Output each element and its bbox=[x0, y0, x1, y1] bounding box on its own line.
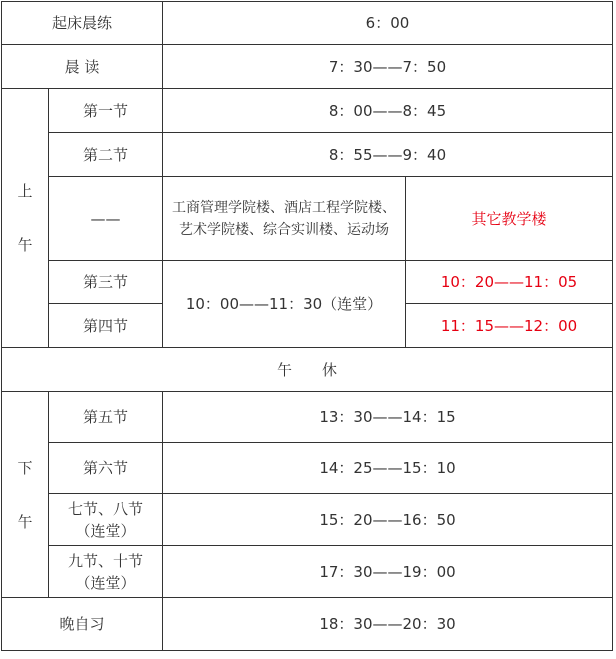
morning-exercise-label: 起床晨练 bbox=[2, 2, 163, 45]
row-period-910 bbox=[2, 546, 613, 598]
morning-exercise-time: 6：00 bbox=[163, 2, 613, 45]
period-78-time: 15：20——16：50 bbox=[163, 494, 613, 546]
row-noon-break bbox=[2, 348, 613, 392]
period-2-time: 8：55——9：40 bbox=[163, 133, 613, 177]
evening-study-time: 18：30——20：30 bbox=[163, 598, 613, 651]
row-period-6 bbox=[2, 443, 613, 494]
period-3-label: 第三节 bbox=[49, 261, 163, 304]
period-1-time: 8：00——8：45 bbox=[163, 89, 613, 133]
pm-group-char-2: 午 bbox=[17, 512, 33, 531]
pm-group-char-1: 下 bbox=[17, 458, 33, 477]
row-period-1 bbox=[2, 89, 613, 133]
buildings-group-a: 工商管理学院楼、酒店工程学院楼、艺术学院楼、综合实训楼、运动场 bbox=[163, 177, 406, 261]
row-morning-reading bbox=[2, 45, 613, 89]
period-4-label: 第四节 bbox=[49, 304, 163, 348]
row-morning-exercise bbox=[2, 2, 613, 45]
period-5-label: 第五节 bbox=[49, 392, 163, 443]
period-4-time-group-b: 11：15——12：00 bbox=[406, 304, 613, 348]
morning-reading-label: 晨 读 bbox=[2, 45, 163, 89]
row-period-5 bbox=[2, 392, 613, 443]
row-split-header bbox=[2, 177, 613, 261]
period-910-label-line-1: 九节、十节 bbox=[67, 551, 143, 570]
noon-break-label: 午 休 bbox=[2, 348, 613, 392]
period-34-time-group-a: 10：00——11：30（连堂） bbox=[163, 261, 406, 348]
period-78-label-line-2: （连堂） bbox=[75, 521, 136, 540]
pm-group-cell bbox=[2, 392, 49, 598]
am-group-cell bbox=[2, 89, 49, 348]
row-period-3 bbox=[2, 261, 613, 304]
row-evening-study bbox=[2, 598, 613, 651]
period-78-label-line-1: 七节、八节 bbox=[67, 499, 143, 518]
period-6-label: 第六节 bbox=[49, 443, 163, 494]
schedule-table bbox=[1, 1, 613, 651]
period-910-time: 17：30——19：00 bbox=[163, 546, 613, 598]
period-910-label-line-2: （连堂） bbox=[75, 573, 136, 592]
am-group-char-2: 午 bbox=[17, 236, 33, 254]
period-910-label bbox=[49, 546, 163, 598]
split-header-label: —— bbox=[49, 177, 163, 261]
evening-study-label: 晚自习 bbox=[2, 598, 163, 651]
buildings-group-b: 其它教学楼 bbox=[406, 177, 613, 261]
row-period-2 bbox=[2, 133, 613, 177]
period-5-time: 13：30——14：15 bbox=[163, 392, 613, 443]
period-2-label: 第二节 bbox=[49, 133, 163, 177]
row-period-78 bbox=[2, 494, 613, 546]
period-78-label bbox=[49, 494, 163, 546]
period-3-time-group-b: 10：20——11：05 bbox=[406, 261, 613, 304]
period-1-label: 第一节 bbox=[49, 89, 163, 133]
morning-reading-time: 7：30——7：50 bbox=[163, 45, 613, 89]
am-group-char-1: 上 bbox=[17, 182, 33, 200]
period-6-time: 14：25——15：10 bbox=[163, 443, 613, 494]
